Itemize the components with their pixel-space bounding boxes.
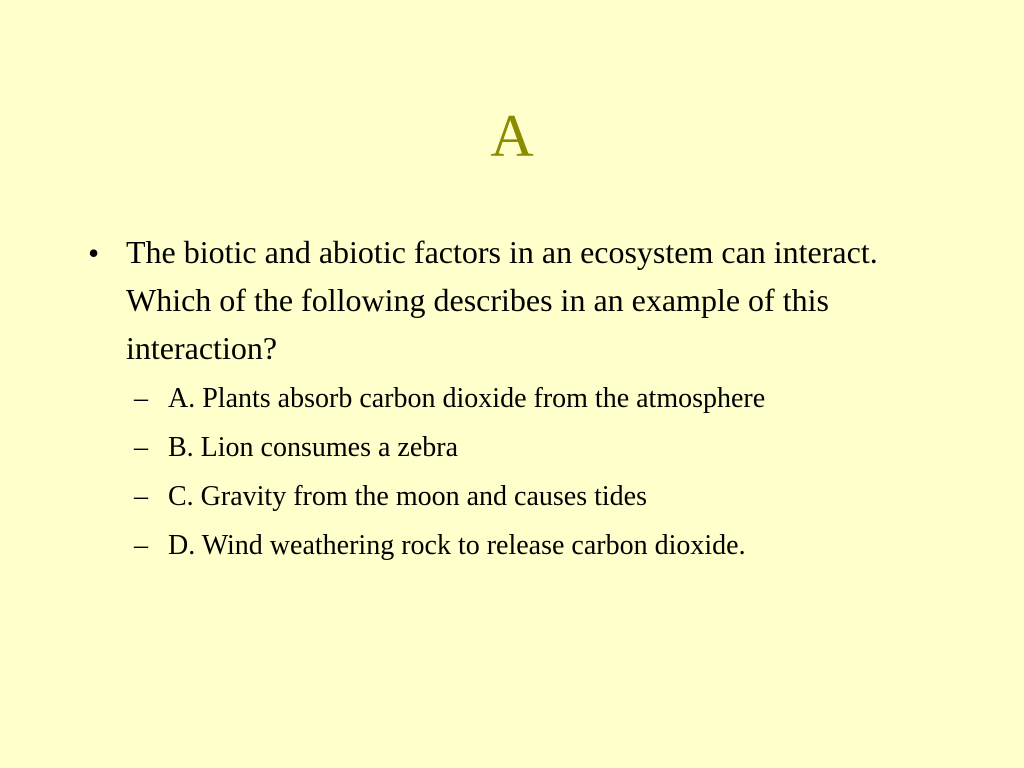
dash-marker-icon: –	[134, 432, 148, 463]
answer-option-b	[134, 423, 964, 472]
bullet-marker-icon: •	[88, 235, 100, 271]
option-text: B. Lion consumes a zebra	[168, 432, 459, 463]
slide-title: A	[490, 103, 534, 169]
answer-options	[84, 374, 964, 570]
option-text: C. Gravity from the moon and causes tides	[168, 481, 648, 512]
dash-marker-icon: –	[134, 530, 148, 561]
dash-marker-icon: –	[134, 383, 148, 414]
option-text: D. Wind weathering rock to release carbon dioxide.	[168, 530, 746, 561]
answer-option-d	[134, 521, 964, 570]
answer-option-a	[134, 374, 964, 423]
slide-content	[84, 228, 964, 570]
question-text: The biotic and abiotic factors in an ecosystem can interact. Which of the following describes in an example of this interaction?	[126, 234, 878, 366]
dash-marker-icon: –	[134, 481, 148, 512]
answer-option-c	[134, 472, 964, 521]
option-text: A. Plants absorb carbon dioxide from the atmosphere	[168, 383, 766, 414]
question-bullet	[84, 228, 964, 372]
